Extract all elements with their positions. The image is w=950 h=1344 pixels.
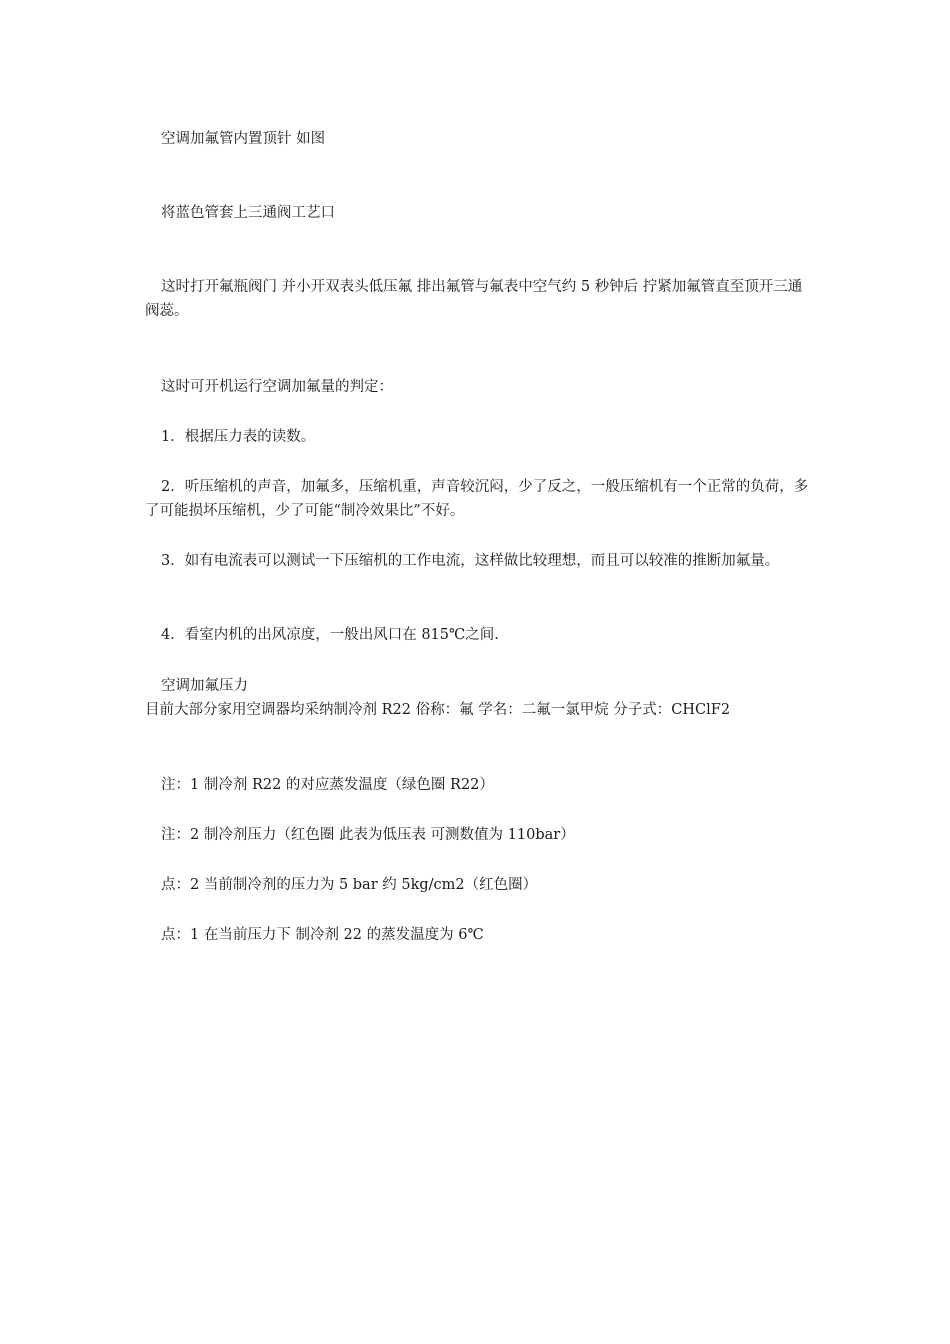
list-item-pressure-gauge: 1．根据压力表的读数。 <box>161 429 316 445</box>
note-evaporation-temperature: 注：1 制冷剂 R22 的对应蒸发温度（绿色圈 R22） <box>161 777 494 793</box>
point-current-pressure: 点：2 当前制冷剂的压力为 5 bar 约 5kg/cm2（红色圈） <box>161 877 538 893</box>
paragraph-blue-hose-step: 将蓝色管套上三通阀工艺口 <box>161 205 335 221</box>
list-item-ammeter: 3．如有电流表可以测试一下压缩机的工作电流，这样做比较理想，而且可以较准的推断加氟量。 <box>161 553 780 569</box>
list-item-compressor-sound: 2．听压缩机的声音，加氟多，压缩机重，声音较沉闷，少了反之，一般压缩机有一个正常的负荷，多了可能损坏压缩机，少了可能“制冷效果比”不好。 <box>145 479 809 519</box>
paragraph-refrigerant-r22: 目前大部分家用空调器均采纳制冷剂 R22 俗称：氟 学名：二氟一氯甲烷 分子式：CHClF2 <box>145 702 731 718</box>
section-heading-pressure: 空调加氟压力 <box>161 678 248 694</box>
paragraph-open-valve-step: 这时打开氟瓶阀门 并小开双表头低压氟 排出氟管与氟表中空气约 5 秒钟后 拧紧加氟管直至顶开三通阀蕊。 <box>145 279 803 319</box>
paragraph-judgement-heading: 这时可开机运行空调加氟量的判定： <box>161 379 393 395</box>
paragraph-intro-title: 空调加氟管内置顶针 如图 <box>161 131 326 147</box>
point-evaporation-temperature: 点：1 在当前压力下 制冷剂 22 的蒸发温度为 6℃ <box>161 927 484 943</box>
note-refrigerant-pressure: 注：2 制冷剂压力（红色圈 此表为低压表 可测数值为 110bar） <box>161 827 575 843</box>
list-item-outlet-temperature: 4．看室内机的出风凉度，一般出风口在 815℃之间. <box>161 627 499 643</box>
